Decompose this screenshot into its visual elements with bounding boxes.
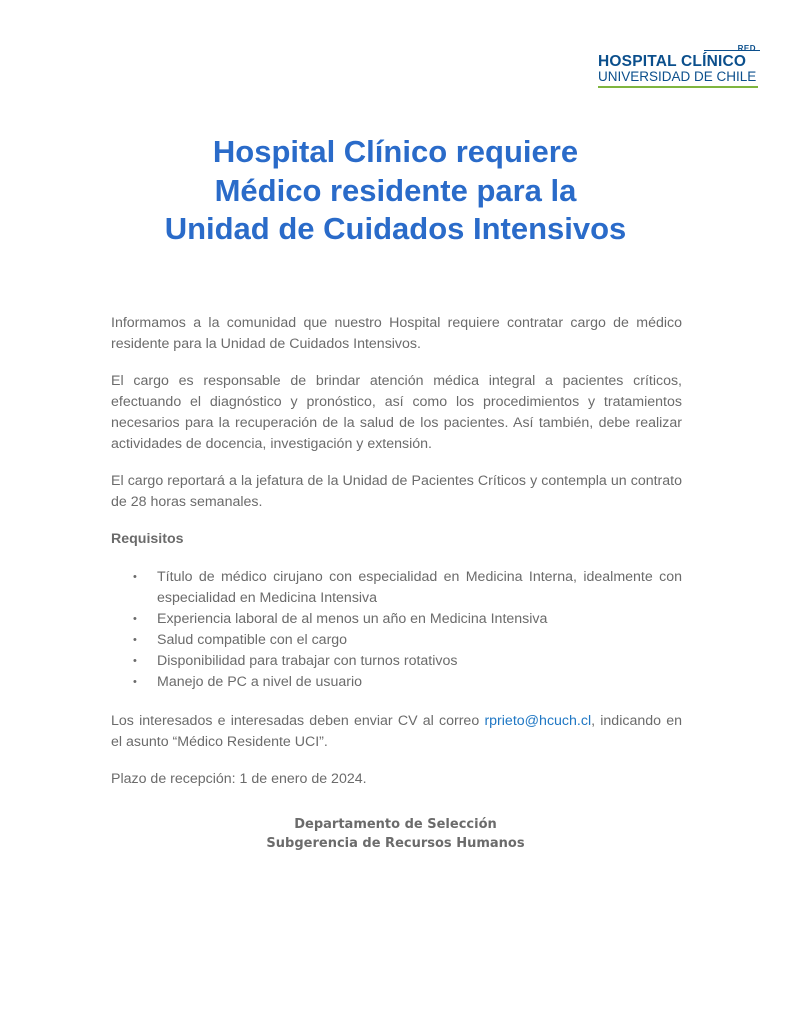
logo-red-label: RED xyxy=(737,44,756,53)
contact-email-link[interactable]: rprieto@hcuch.cl xyxy=(484,713,592,729)
bullet-icon: • xyxy=(133,613,137,625)
page-title xyxy=(0,133,791,249)
bullet-icon: • xyxy=(133,634,137,646)
bullet-icon: • xyxy=(133,655,137,667)
responsibilities-paragraph: El cargo es responsable de brindar atención médica integral a pacientes críticos, efectuando el diagnóstico y pronóstico, así como los procedimientos y tratamientos necesarios para la recuperación de la salud de los pacientes. Así también, debe realizar actividades de docencia, investigación y extensión. xyxy=(111,373,682,452)
deadline-paragraph: Plazo de recepción: 1 de enero de 2024. xyxy=(111,771,367,787)
contact-text-before: Los interesados e interesadas deben enviar CV al correo xyxy=(111,713,485,729)
requirements-heading: Requisitos xyxy=(111,531,184,547)
signature-block xyxy=(0,815,791,853)
signature-subdivision: Subgerencia de Recursos Humanos xyxy=(266,836,525,851)
requirement-text: Salud compatible con el cargo xyxy=(157,632,348,648)
signature-department: Departamento de Selección xyxy=(294,817,497,832)
list-item xyxy=(133,651,682,672)
requirements-list xyxy=(111,567,682,693)
requirement-text: Manejo de PC a nivel de usuario xyxy=(157,674,363,690)
bullet-icon: • xyxy=(133,676,137,688)
requirement-text: Disponibilidad para trabajar con turnos rotativos xyxy=(157,653,458,669)
intro-paragraph: Informamos a la comunidad que nuestro Hospital requiere contratar cargo de médico residente para la Unidad de Cuidados Intensivos. xyxy=(111,315,682,352)
contact-text-after: , indicando en el asunto “Médico Residente UCI”. xyxy=(111,713,682,750)
logo-university-name: UNIVERSIDAD DE CHILE xyxy=(598,69,757,84)
logo-hospital-name: HOSPITAL CLÍNICO xyxy=(598,53,747,70)
title-line-1: Hospital Clínico requiere xyxy=(212,134,579,169)
title-line-2: Médico residente para la xyxy=(214,172,577,208)
title-line-3: Unidad de Cuidados Intensivos xyxy=(164,211,627,246)
list-item xyxy=(133,672,682,693)
hospital-logo xyxy=(596,44,760,90)
logo-green-underline xyxy=(598,86,758,88)
list-item xyxy=(133,630,682,651)
announcement-body xyxy=(111,313,682,806)
requirement-text: Título de médico cirujano con especialidad en Medicina Interna, idealmente con especialidad en Medicina Intensiva xyxy=(157,569,682,606)
bullet-icon: • xyxy=(133,571,137,583)
list-item xyxy=(133,567,682,609)
requirement-text: Experiencia laboral de al menos un año en Medicina Intensiva xyxy=(157,611,548,627)
list-item xyxy=(133,609,682,630)
reporting-paragraph: El cargo reportará a la jefatura de la Unidad de Pacientes Críticos y contempla un contrato de 28 horas semanales. xyxy=(111,473,682,510)
contact-paragraph xyxy=(111,711,682,753)
